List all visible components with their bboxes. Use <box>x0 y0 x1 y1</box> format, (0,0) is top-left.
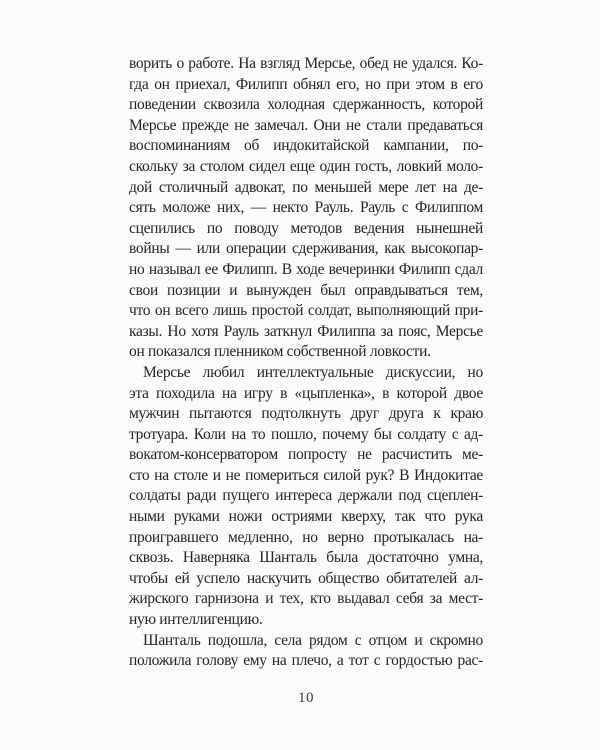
text-line: проигравшего медленно, но верно протыкалась на- <box>129 528 483 546</box>
page-number: 10 <box>298 690 314 706</box>
text-line: положила голову ему на плечо, а тот с гордостью рас- <box>129 652 483 670</box>
text-line: вокатом-консерватором попросту не расчистить ме- <box>129 446 483 464</box>
text-line: ворить о работе. На взгляд Мерсье, обед не удался. Ко- <box>129 55 483 72</box>
text-line: дой столичный адвокат, по меньшей мере лет на де- <box>129 178 483 196</box>
text-line: Мерсье прежде не замечал. Они не стали предаваться <box>129 116 483 134</box>
text-line: чтобы ей успело наскучить общество обитателей ал- <box>129 569 483 587</box>
text-line: сто на столе и не помериться силой рук? В Индокитае <box>129 466 483 484</box>
text-line: войны — или операции сдерживания, как высокопар- <box>129 240 483 258</box>
text-line: воспоминаниям об индокитайской кампании, по- <box>129 137 483 155</box>
text-line: свои позиции и вынужден был оправдываться тем, <box>129 281 483 299</box>
text-line: ную интеллигенцию. <box>129 611 263 629</box>
paragraph <box>129 363 483 631</box>
text-line: жирского гарнизона и тех, кто выдавал себя за мест- <box>129 590 483 608</box>
text-line: эта походила на игру в «цыпленка», в которой двое <box>129 384 483 402</box>
text-line: сять моложе них, — некто Рауль. Рауль с Филиппом <box>129 199 483 217</box>
paragraph <box>129 54 483 363</box>
text-line: казы. Но хотя Рауль заткнул Филиппа за пояс, Мерсье <box>129 322 483 340</box>
text-line: он показался пленником собственной ловкости. <box>129 343 431 361</box>
text-line: солдаты ради пущего интереса держали под сцеплен- <box>129 487 483 505</box>
text-line: что он всего лишь простой солдат, выполняющий при- <box>129 302 483 320</box>
text-line: ными руками ножи остриями кверху, так что рука <box>129 508 483 526</box>
text-line: поведении сквозила холодная сдержанность, которой <box>129 96 483 114</box>
text-line: тротуара. Коли на то пошло, почему бы солдату с ад- <box>129 425 483 443</box>
text-line: Шанталь подошла, села рядом с отцом и скромно <box>143 631 483 649</box>
text-line: мужчин пытаются подтолкнуть друг друга к краю <box>129 405 483 423</box>
text-line: скольку за столом сидел еще один гость, ловкий моло- <box>129 157 483 175</box>
text-block <box>129 54 483 672</box>
paragraph <box>129 631 483 672</box>
text-line: сцепились по поводу методов ведения нынешней <box>129 219 483 237</box>
text-line: сквозь. Наверняка Шанталь была достаточно умна, <box>129 549 483 567</box>
text-line: гда он приехал, Филипп обнял его, но при этом в его <box>129 75 483 93</box>
text-line: но называл ее Филипп. В ходе вечеринки Филипп сдал <box>129 260 483 278</box>
text-line: Мерсье любил интеллектуальные дискуссии, но <box>143 363 483 381</box>
